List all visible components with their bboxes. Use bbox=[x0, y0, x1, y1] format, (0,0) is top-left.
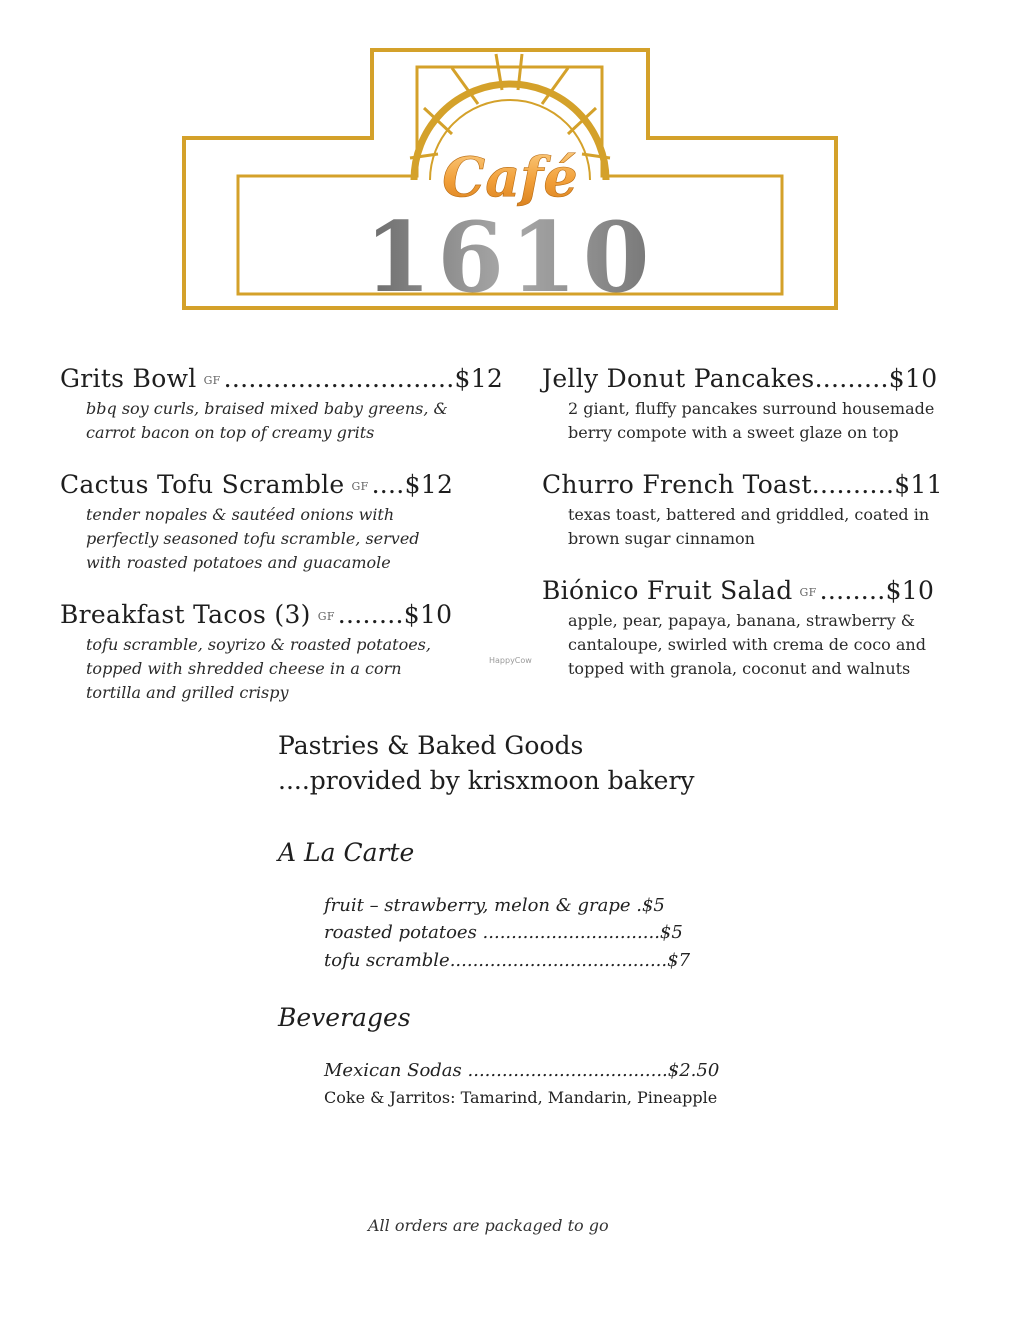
item-desc-line: bbq soy curls, braised mixed baby greens, & bbox=[86, 399, 448, 418]
item-price: $12 bbox=[404, 470, 454, 499]
logo-number-text: 1610 bbox=[364, 201, 656, 310]
happycow-watermark: HappyCow bbox=[489, 656, 532, 665]
a-la-carte-line: roasted potatoes ...............................$5 bbox=[324, 922, 683, 943]
item-desc-line: perfectly seasoned tofu scramble, served bbox=[86, 529, 420, 548]
menu-item-jelly-donut-pancakes bbox=[542, 364, 937, 445]
cafe-1610-logo bbox=[182, 46, 838, 310]
item-desc-line: topped with shredded cheese in a corn bbox=[86, 659, 402, 678]
menu-item-breakfast-tacos bbox=[60, 600, 452, 705]
item-desc-line: texas toast, battered and griddled, coated in bbox=[568, 505, 930, 524]
menu-item-churro-french-toast bbox=[542, 470, 943, 551]
item-desc-line: tortilla and grilled crispy bbox=[86, 683, 289, 702]
item-name: Grits Bowl bbox=[60, 364, 197, 393]
item-name: Jelly Donut Pancakes bbox=[542, 364, 815, 393]
item-desc-line: carrot bacon on top of creamy grits bbox=[86, 423, 375, 442]
beverages-title: Beverages bbox=[278, 1003, 411, 1032]
item-price: $10 bbox=[403, 600, 453, 629]
beverages-line: Mexican Sodas ...................................$2.50 bbox=[324, 1060, 720, 1081]
gf-badge: GF bbox=[799, 586, 817, 599]
item-leader: ........ bbox=[337, 600, 404, 629]
item-price: $11 bbox=[894, 470, 943, 499]
item-leader: ............................ bbox=[223, 364, 455, 393]
item-desc-line: tofu scramble, soyrizo & roasted potatoes, bbox=[86, 635, 431, 654]
a-la-carte-line: tofu scramble......................................$7 bbox=[324, 950, 691, 971]
item-desc-line: brown sugar cinnamon bbox=[568, 529, 755, 548]
item-price: $12 bbox=[454, 364, 504, 393]
item-desc-line: cantaloupe, swirled with crema de coco and bbox=[568, 635, 926, 654]
item-desc-line: apple, pear, papaya, banana, strawberry & bbox=[568, 611, 915, 630]
item-name: Cactus Tofu Scramble bbox=[60, 470, 345, 499]
item-name: Breakfast Tacos (3) bbox=[60, 600, 311, 629]
item-name: Churro French Toast bbox=[542, 470, 812, 499]
item-leader: ........ bbox=[819, 576, 886, 605]
gf-badge: GF bbox=[317, 610, 335, 623]
item-leader: ......... bbox=[814, 364, 889, 393]
menu-item-grits-bowl bbox=[60, 364, 503, 445]
footer-note: All orders are packaged to go bbox=[368, 1216, 609, 1235]
menu-item-cactus-tofu-scramble bbox=[60, 470, 453, 575]
item-name: Biónico Fruit Salad bbox=[542, 576, 793, 605]
item-leader: .......... bbox=[811, 470, 895, 499]
item-desc-line: berry compote with a sweet glaze on top bbox=[568, 423, 899, 442]
item-desc-line: topped with granola, coconut and walnuts bbox=[568, 659, 911, 678]
item-desc-line: with roasted potatoes and guacamole bbox=[86, 553, 391, 572]
gf-badge: GF bbox=[203, 374, 221, 387]
pastries-subtitle: ....provided by krisxmoon bakery bbox=[278, 766, 695, 795]
logo-cafe-text: Café bbox=[442, 145, 578, 209]
beverages-note: Coke & Jarritos: Tamarind, Mandarin, Pineapple bbox=[324, 1088, 718, 1107]
item-price: $10 bbox=[885, 576, 935, 605]
item-price: $10 bbox=[888, 364, 938, 393]
item-desc-line: tender nopales & sautéed onions with bbox=[86, 505, 395, 524]
pastries-title: Pastries & Baked Goods bbox=[278, 731, 584, 760]
menu-item-bionico-fruit-salad bbox=[542, 576, 934, 681]
a-la-carte-line: fruit – strawberry, melon & grape .$5 bbox=[324, 895, 665, 916]
a-la-carte-title: A La Carte bbox=[278, 838, 415, 867]
item-leader: .... bbox=[371, 470, 405, 499]
gf-badge: GF bbox=[351, 480, 369, 493]
item-desc-line: 2 giant, fluffy pancakes surround housemade bbox=[568, 399, 935, 418]
